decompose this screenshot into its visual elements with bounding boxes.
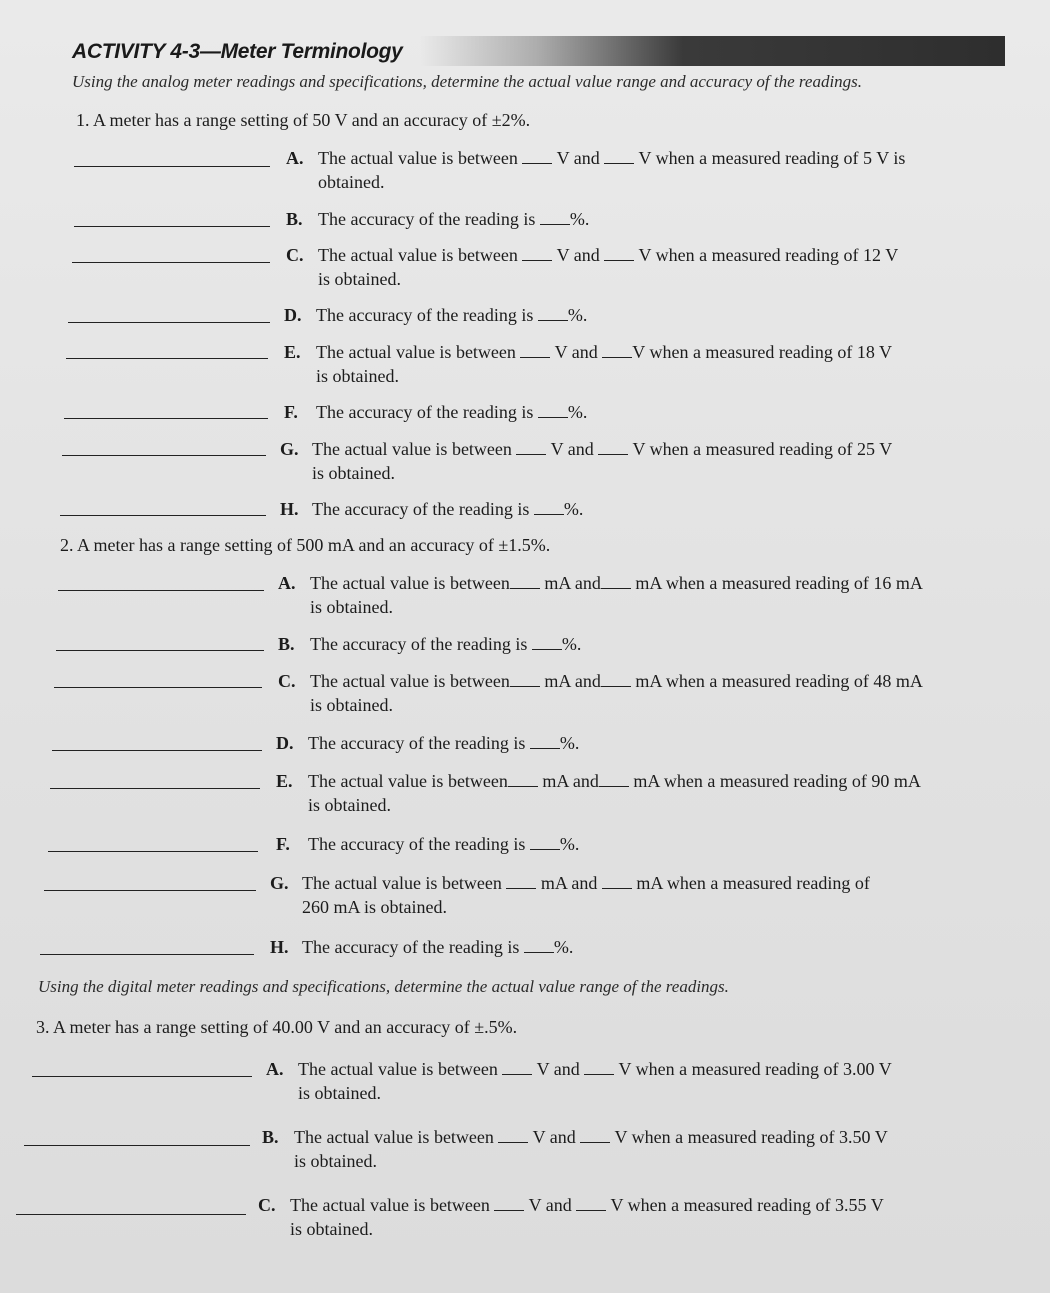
item-letter: B.: [278, 634, 295, 654]
answer-line-1h[interactable]: [60, 515, 266, 516]
item-text: The accuracy of the reading is: [310, 634, 528, 654]
item-text: The actual value is between: [290, 1195, 490, 1215]
blank[interactable]: [540, 210, 570, 225]
item-letter: A.: [278, 573, 296, 593]
blank[interactable]: [510, 574, 540, 589]
answer-line-2h[interactable]: [40, 954, 254, 955]
question-1f: [284, 400, 587, 424]
blank[interactable]: [520, 343, 550, 358]
question-1b: [286, 207, 589, 231]
item-text: %.: [563, 499, 584, 519]
answer-line-2e[interactable]: [50, 788, 260, 789]
item-text: The accuracy of the reading is: [318, 209, 536, 229]
blank[interactable]: [602, 343, 632, 358]
item-text: mA and: [544, 573, 601, 593]
question-2d: [276, 731, 579, 755]
item-letter: E.: [284, 342, 301, 362]
item-text: The actual value is between: [308, 771, 508, 791]
answer-line-1c[interactable]: [72, 262, 270, 263]
item-text: mA when a measured reading of 48 mA: [635, 671, 923, 691]
item-text: V and: [528, 1195, 572, 1215]
answer-line-2a[interactable]: [58, 590, 264, 591]
answer-line-1g[interactable]: [62, 455, 266, 456]
question-2b: [278, 632, 581, 656]
digital-instructions: Using the digital meter readings and specifications, determine the actual value range of the readings.: [38, 977, 729, 996]
question-1c: [286, 243, 898, 291]
blank[interactable]: [602, 874, 632, 889]
item-letter: D.: [276, 733, 294, 753]
blank[interactable]: [532, 635, 562, 650]
item-text: The actual value is between: [318, 148, 518, 168]
question-2f: [276, 832, 579, 856]
blank[interactable]: [601, 672, 631, 687]
blank[interactable]: [508, 772, 538, 787]
item-continuation: obtained.: [318, 172, 385, 192]
item-letter: E.: [276, 771, 293, 791]
item-letter: B.: [262, 1127, 279, 1147]
blank[interactable]: [522, 246, 552, 261]
answer-line-3a[interactable]: [32, 1076, 252, 1077]
question-2e: [276, 769, 921, 817]
activity-title: ACTIVITY 4-3—Meter Terminology: [72, 40, 403, 63]
question-3b: [262, 1125, 888, 1173]
answer-line-1b[interactable]: [74, 226, 270, 227]
item-text: %.: [561, 634, 582, 654]
blank[interactable]: [534, 500, 564, 515]
item-text: V and: [554, 342, 598, 362]
item-letter: G.: [270, 873, 289, 893]
item-text: V when a measured reading of 3.55 V: [610, 1195, 884, 1215]
item-continuation: is obtained.: [318, 269, 401, 289]
item-text: The actual value is between: [302, 873, 502, 893]
item-text: V when a measured reading of 12 V: [638, 245, 899, 265]
item-text: The actual value is between: [316, 342, 516, 362]
item-text: mA when a measured reading of: [636, 873, 870, 893]
item-continuation: is obtained.: [290, 1219, 373, 1239]
item-letter: C.: [278, 671, 296, 691]
item-text: V when a measured reading of 5 V is: [638, 148, 906, 168]
answer-line-2d[interactable]: [52, 750, 262, 751]
question-1g: [280, 437, 892, 485]
question-1h: [280, 497, 583, 521]
item-text: The actual value is between: [298, 1059, 498, 1079]
item-text: V and: [532, 1127, 576, 1147]
item-text: The actual value is between: [318, 245, 518, 265]
question-3-prompt: 3. A meter has a range setting of 40.00 V and an accuracy of ±.5%.: [36, 1017, 518, 1037]
item-continuation: is obtained.: [310, 597, 393, 617]
question-2c: [278, 669, 923, 717]
blank[interactable]: [604, 246, 634, 261]
answer-line-2b[interactable]: [56, 650, 264, 651]
item-text: The actual value is between: [312, 439, 512, 459]
item-continuation: is obtained.: [312, 463, 395, 483]
blank[interactable]: [510, 672, 540, 687]
item-continuation: is obtained.: [294, 1151, 377, 1171]
item-text: %.: [567, 305, 588, 325]
item-continuation: is obtained.: [316, 366, 399, 386]
item-letter: G.: [280, 439, 299, 459]
answer-line-1f[interactable]: [64, 418, 268, 419]
blank[interactable]: [498, 1128, 528, 1143]
question-2-prompt: 2. A meter has a range setting of 500 mA and an accuracy of ±1.5%.: [60, 535, 551, 555]
item-letter: H.: [280, 499, 299, 519]
blank[interactable]: [604, 149, 634, 164]
answer-line-1d[interactable]: [68, 322, 270, 323]
item-text: The accuracy of the reading is: [316, 305, 534, 325]
blank[interactable]: [538, 403, 568, 418]
item-text: V and: [550, 439, 594, 459]
item-text: %.: [569, 209, 590, 229]
blank[interactable]: [576, 1196, 606, 1211]
question-1-prompt: 1. A meter has a range setting of 50 V and an accuracy of ±2%.: [76, 110, 531, 130]
item-letter: F.: [284, 402, 298, 422]
item-text: V when a measured reading of 3.50 V: [614, 1127, 888, 1147]
answer-line-1e[interactable]: [66, 358, 268, 359]
item-text: %.: [559, 733, 580, 753]
blank[interactable]: [584, 1060, 614, 1075]
question-3a: [266, 1057, 892, 1105]
blank[interactable]: [530, 835, 560, 850]
item-text: V and: [556, 148, 600, 168]
item-text: V when a measured reading of 18 V: [632, 342, 893, 362]
blank[interactable]: [599, 772, 629, 787]
item-text: The accuracy of the reading is: [308, 733, 526, 753]
blank[interactable]: [580, 1128, 610, 1143]
blank[interactable]: [530, 734, 560, 749]
item-letter: H.: [270, 937, 289, 957]
blank[interactable]: [524, 938, 554, 953]
question-1a: [286, 146, 905, 194]
item-text: The accuracy of the reading is: [316, 402, 534, 422]
item-letter: C.: [286, 245, 304, 265]
answer-line-1a[interactable]: [74, 166, 270, 167]
item-text: mA when a measured reading of 90 mA: [633, 771, 921, 791]
item-text: The actual value is between: [294, 1127, 494, 1147]
blank[interactable]: [601, 574, 631, 589]
answer-line-2c[interactable]: [54, 687, 262, 688]
item-letter: A.: [286, 148, 304, 168]
item-text: The accuracy of the reading is: [308, 834, 526, 854]
item-letter: C.: [258, 1195, 276, 1215]
item-letter: B.: [286, 209, 303, 229]
blank[interactable]: [516, 440, 546, 455]
item-continuation: is obtained.: [298, 1083, 381, 1103]
item-text: mA and: [544, 671, 601, 691]
item-text: %.: [559, 834, 580, 854]
question-2g: [270, 871, 870, 919]
question-1d: [284, 303, 587, 327]
item-continuation: 260 mA is obtained.: [302, 897, 447, 917]
blank[interactable]: [538, 306, 568, 321]
blank[interactable]: [506, 874, 536, 889]
question-2h: [270, 935, 573, 959]
blank[interactable]: [502, 1060, 532, 1075]
item-letter: D.: [284, 305, 302, 325]
item-text: V and: [556, 245, 600, 265]
item-text: V when a measured reading of 25 V: [632, 439, 893, 459]
header-bar: [420, 36, 1005, 66]
item-text: The actual value is between: [310, 573, 510, 593]
answer-line-3b[interactable]: [24, 1145, 250, 1146]
answer-line-2g[interactable]: [44, 890, 256, 891]
question-3c: [258, 1193, 884, 1241]
question-2a: [278, 571, 923, 619]
blank[interactable]: [494, 1196, 524, 1211]
item-continuation: is obtained.: [308, 795, 391, 815]
blank[interactable]: [522, 149, 552, 164]
item-continuation: is obtained.: [310, 695, 393, 715]
blank[interactable]: [598, 440, 628, 455]
item-text: The actual value is between: [310, 671, 510, 691]
item-text: mA when a measured reading of 16 mA: [635, 573, 923, 593]
item-letter: A.: [266, 1059, 284, 1079]
answer-line-3c[interactable]: [16, 1214, 246, 1215]
analog-instructions: Using the analog meter readings and specifications, determine the actual value range and accuracy of the readings.: [72, 72, 863, 91]
item-text: mA and: [540, 873, 598, 893]
item-text: %.: [567, 402, 588, 422]
item-text: mA and: [542, 771, 599, 791]
item-text: The accuracy of the reading is: [312, 499, 530, 519]
answer-line-2f[interactable]: [48, 851, 258, 852]
item-letter: F.: [276, 834, 290, 854]
item-text: The accuracy of the reading is: [302, 937, 520, 957]
question-1e: [284, 340, 892, 388]
item-text: V when a measured reading of 3.00 V: [618, 1059, 892, 1079]
item-text: V and: [536, 1059, 580, 1079]
item-text: %.: [553, 937, 574, 957]
